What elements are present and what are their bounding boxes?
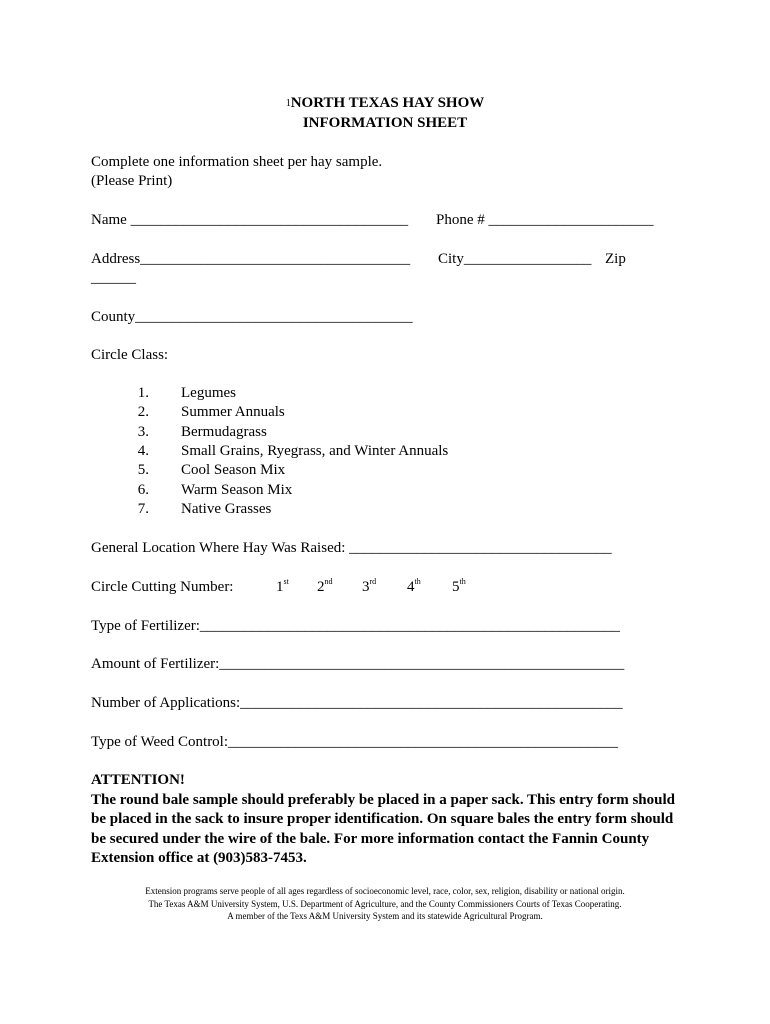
applications-field[interactable]: Number of Applications:___________________________________________________ [91,695,623,711]
cutting-option-2[interactable] [317,578,333,597]
cutting-option-1[interactable] [276,578,289,597]
attention-heading: ATTENTION! [91,772,185,788]
cutting-number: 4 [407,579,415,595]
ordinal-suffix: th [414,577,421,586]
intro-print-note: (Please Print) [91,173,173,189]
ordinal-suffix: rd [369,577,377,586]
fertilizer-type-field[interactable]: Type of Fertilizer:________________________________________________________ [91,618,620,634]
footnote-mark: 1 [285,98,291,109]
footer-line-3: A member of the Texs A&M University System and its statewide Agricultural Program. [227,911,543,921]
zip-field-continuation[interactable]: ______ [91,270,136,286]
class-number: 2. [137,404,149,420]
class-number: 5. [137,462,149,478]
city-field[interactable]: City_________________ [438,251,592,267]
class-option-native-grasses[interactable]: Native Grasses [181,501,272,517]
cutting-number: 5 [452,579,460,595]
ordinal-suffix: nd [324,577,333,586]
class-number: 3. [137,424,149,440]
class-option-warm-season-mix[interactable]: Warm Season Mix [181,482,293,498]
cutting-number: 3 [362,579,370,595]
fertilizer-amount-field[interactable]: Amount of Fertilizer:______________________________________________________ [91,656,625,672]
class-option-summer-annuals[interactable]: Summer Annuals [181,404,285,420]
ordinal-suffix: st [283,577,289,586]
cutting-option-4[interactable] [407,578,421,597]
class-number: 7. [137,501,149,517]
weed-control-field[interactable]: Type of Weed Control:____________________________________________________ [91,734,619,750]
cutting-option-5[interactable] [452,578,466,597]
class-number: 6. [137,482,149,498]
ordinal-suffix: th [459,577,466,586]
circle-class-label: Circle Class: [91,347,169,363]
address-field[interactable]: Address____________________________________ [91,251,411,267]
cutting-number-label: Circle Cutting Number: [91,579,234,595]
footer-line-2: The Texas A&M University System, U.S. Department of Agriculture, and the County Commissioners Courts of Texas Cooperating. [148,899,622,909]
title-line-1: NORTH TEXAS HAY SHOW [290,95,485,111]
class-option-small-grains[interactable]: Small Grains, Ryegrass, and Winter Annuals [181,443,449,459]
footer-line-1: Extension programs serve people of all ages regardless of socioeconomic level, race, color, sex, religion, disability or national origin. [145,886,625,896]
cutting-number: 2 [317,579,325,595]
location-field[interactable]: General Location Where Hay Was Raised: ___________________________________ [91,540,612,556]
class-option-cool-season-mix[interactable]: Cool Season Mix [181,462,286,478]
attention-body: The round bale sample should preferably be placed in a paper sack. This entry form should be placed in the sack to insure proper identification. On square bales the entry form should be secured under the wire of the bale. For more information contact the Fannin County Extension office at (903)583-7453. [91,791,675,866]
class-option-bermudagrass[interactable]: Bermudagrass [181,424,267,440]
page-title [0,94,770,113]
class-option-legumes[interactable]: Legumes [181,385,236,401]
class-number: 1. [137,385,149,401]
attention-notice [91,771,681,869]
class-number: 4. [137,443,149,459]
cutting-option-3[interactable] [362,578,376,597]
name-field[interactable]: Name _____________________________________ [91,212,409,228]
county-field[interactable]: County_____________________________________ [91,309,413,325]
page-subtitle: INFORMATION SHEET [302,115,468,131]
cutting-number: 1 [276,579,284,595]
zip-field[interactable]: Zip [605,251,626,267]
phone-field[interactable]: Phone # ______________________ [436,212,654,228]
intro-instruction: Complete one information sheet per hay sample. [91,154,383,170]
